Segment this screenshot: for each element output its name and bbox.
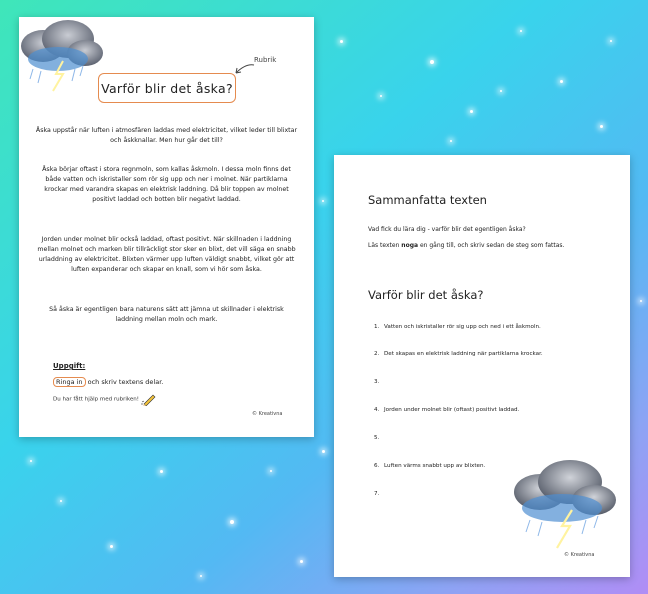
list-number: 2.: [374, 351, 380, 357]
list-number: 5.: [374, 435, 380, 441]
list-text: Vatten och iskristaller rör sig upp och ned i ett åskmoln.: [384, 324, 541, 330]
list-item: [374, 491, 384, 497]
copyright-note: © Kreativna: [252, 411, 283, 417]
summary-heading: Sammanfatta texten: [368, 193, 487, 207]
list-item: [374, 351, 543, 357]
list-item: [374, 463, 485, 469]
hint-text: [53, 392, 157, 406]
list-text: Det skapas en elektrisk laddning när partiklarna krockar.: [384, 351, 543, 357]
list-number: 6.: [374, 463, 380, 469]
list-number: 4.: [374, 407, 380, 413]
copyright-note: © Kreativna: [564, 552, 595, 558]
list-item: [374, 407, 519, 413]
paragraph-3: Jorden under molnet blir också laddad, oftast positivt. När skillnaden i laddning mellan molnet och marken blir tillräckligt stor sker en blixt, det vill säga en snabb urladdning av elektricitet. Blixten värmer upp luften väldigt snabbt, vilket gör att luften expanderar och skapar en knall, som vi hör som åska.: [37, 236, 296, 273]
worksheet-page: [19, 17, 314, 437]
storm-cloud-icon: [13, 11, 108, 105]
task-rest: och skriv textens delar.: [85, 378, 164, 386]
pencil-icon: [141, 392, 157, 406]
instruction-post: en gång till, och skriv sedan de steg som fattas.: [418, 242, 565, 249]
list-number: 7.: [374, 491, 380, 497]
summary-page: [334, 155, 630, 577]
task-heading: Uppgift:: [53, 362, 86, 370]
list-text: Luften värms snabbt upp av blixten.: [384, 463, 486, 469]
task-ringa: Ringa in: [53, 377, 86, 387]
list-item: [374, 324, 541, 330]
hint-label: Du har fått hjälp med rubriken!: [53, 396, 139, 403]
summary-subheading: Varför blir det åska?: [368, 288, 484, 302]
arrow-icon: [232, 61, 256, 77]
list-item: [374, 379, 384, 385]
rubrik-annotation: Rubrik: [254, 56, 277, 64]
instruction-pre: Läs texten: [368, 242, 402, 249]
task-instruction: [53, 377, 163, 387]
paragraph-1: Åska uppstår när luften i atmosfären laddas med elektricitet, vilket leder till blixtar och åskknallar. Men hur går det till?: [35, 127, 298, 144]
list-item: [374, 435, 384, 441]
worksheet-title: Varför blir det åska?: [98, 73, 236, 103]
paragraph-2: Åska börjar oftast i stora regnmoln, som kallas åskmoln. I dessa moln finns det både vatten och iskristaller som rör sig upp och ner i molnet. När partiklarna krockar med varandra skapas en elektrisk laddning. Då blir toppen av molnet positivt laddad och botten blir negativt laddad.: [42, 166, 291, 203]
paragraph-4: Så åska är egentligen bara naturens sätt att jämna ut skillnader i elektrisk laddning mellan moln och mark.: [49, 306, 284, 323]
list-number: 3.: [374, 379, 380, 385]
list-text: Jorden under molnet blir (oftast) positivt laddad.: [384, 407, 520, 413]
instruction-bold: noga: [401, 242, 419, 249]
list-number: 1.: [374, 324, 380, 330]
storm-cloud-icon: [502, 450, 622, 564]
summary-question: Vad fick du lära dig - varför blir det egentligen åska?: [368, 226, 526, 233]
summary-instruction: [368, 242, 564, 249]
